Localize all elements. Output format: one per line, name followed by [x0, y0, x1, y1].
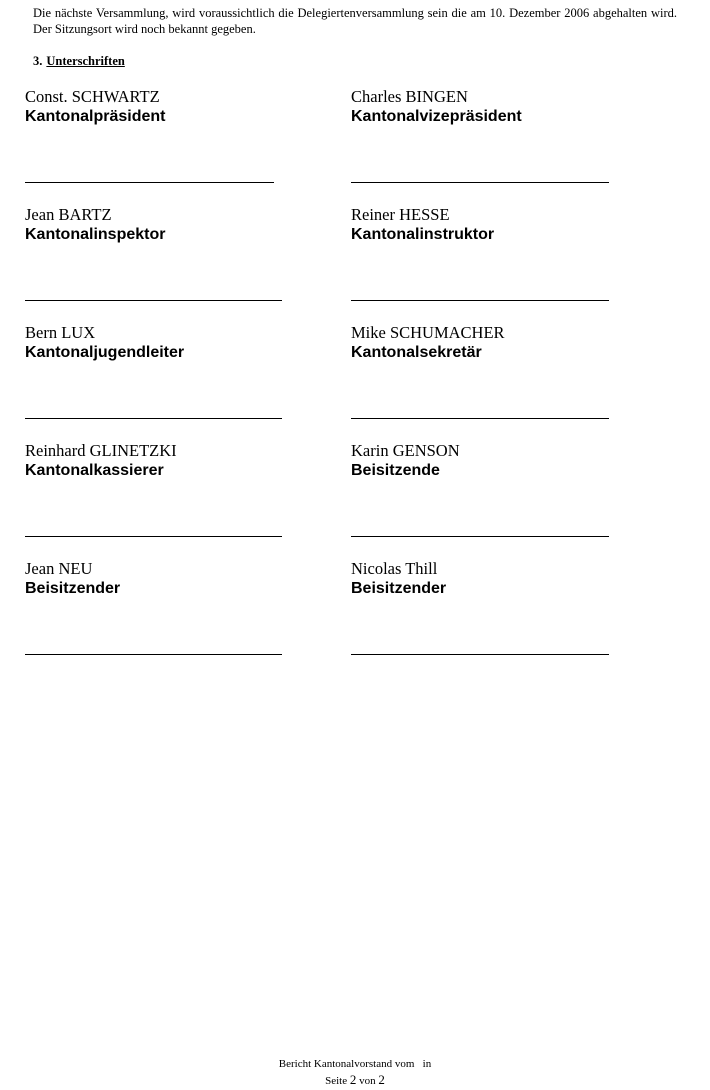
signature-line	[25, 654, 282, 655]
page-current: 2	[349, 1072, 357, 1087]
signer-role: Beisitzende	[351, 462, 440, 479]
signature-line	[25, 418, 282, 419]
signer-name: Charles BINGEN	[351, 87, 468, 106]
footer-report-line: Bericht Kantonalvorstand vom in	[278, 1058, 432, 1070]
signer-role: Beisitzender	[25, 580, 121, 597]
page-label: Seite	[325, 1075, 348, 1087]
section-heading	[33, 54, 125, 69]
signer-role: Kantonalpräsident	[25, 108, 166, 125]
signature-line	[351, 654, 609, 655]
footer-page-number	[0, 1072, 710, 1089]
signer-name: Const. SCHWARTZ	[25, 87, 160, 106]
signature-block	[351, 323, 505, 363]
signature-line	[351, 182, 609, 183]
signer-role: Kantonalsekretär	[351, 344, 482, 361]
signature-line	[25, 300, 282, 301]
signature-line	[351, 418, 609, 419]
signature-line	[351, 536, 609, 537]
intro-paragraph: Die nächste Versammlung, wird voraussichtlich die Delegiertenversammlung sein die am 10. Dezember 2006 abgehalten wird. Der Sitzungsort wird noch bekannt gegeben.	[33, 6, 677, 36]
signature-block	[351, 441, 460, 481]
signature-block	[25, 205, 165, 245]
signature-block	[351, 559, 446, 599]
section-title: Unterschriften	[46, 54, 125, 68]
signer-name: Karin GENSON	[351, 441, 460, 460]
signature-block	[351, 205, 494, 245]
signer-role: Kantonalinstruktor	[351, 226, 495, 243]
signer-role: Kantonalinspektor	[25, 226, 166, 243]
page-of: von	[359, 1075, 376, 1087]
signer-role: Kantonalkassierer	[25, 462, 164, 479]
signer-name: Jean NEU	[25, 559, 93, 578]
signature-line	[25, 182, 274, 183]
signer-role: Kantonalvizepräsident	[351, 108, 522, 125]
signature-line	[351, 300, 609, 301]
section-number: 3.	[33, 54, 43, 68]
signer-role: Kantonaljugendleiter	[25, 344, 185, 361]
signer-name: Jean BARTZ	[25, 205, 112, 224]
signer-name: Mike SCHUMACHER	[351, 323, 505, 342]
signature-block	[25, 559, 120, 599]
signer-name: Nicolas Thill	[351, 559, 438, 578]
signature-block	[25, 323, 184, 363]
signer-name: Bern LUX	[25, 323, 96, 342]
signer-name: Reinhard GLINETZKI	[25, 441, 177, 460]
signature-block	[25, 87, 165, 127]
signature-block	[25, 441, 177, 481]
signer-role: Beisitzender	[351, 580, 447, 597]
signature-line	[25, 536, 282, 537]
signer-name: Reiner HESSE	[351, 205, 450, 224]
page-total: 2	[378, 1072, 385, 1087]
signature-block	[351, 87, 522, 127]
page-footer	[0, 1057, 710, 1089]
